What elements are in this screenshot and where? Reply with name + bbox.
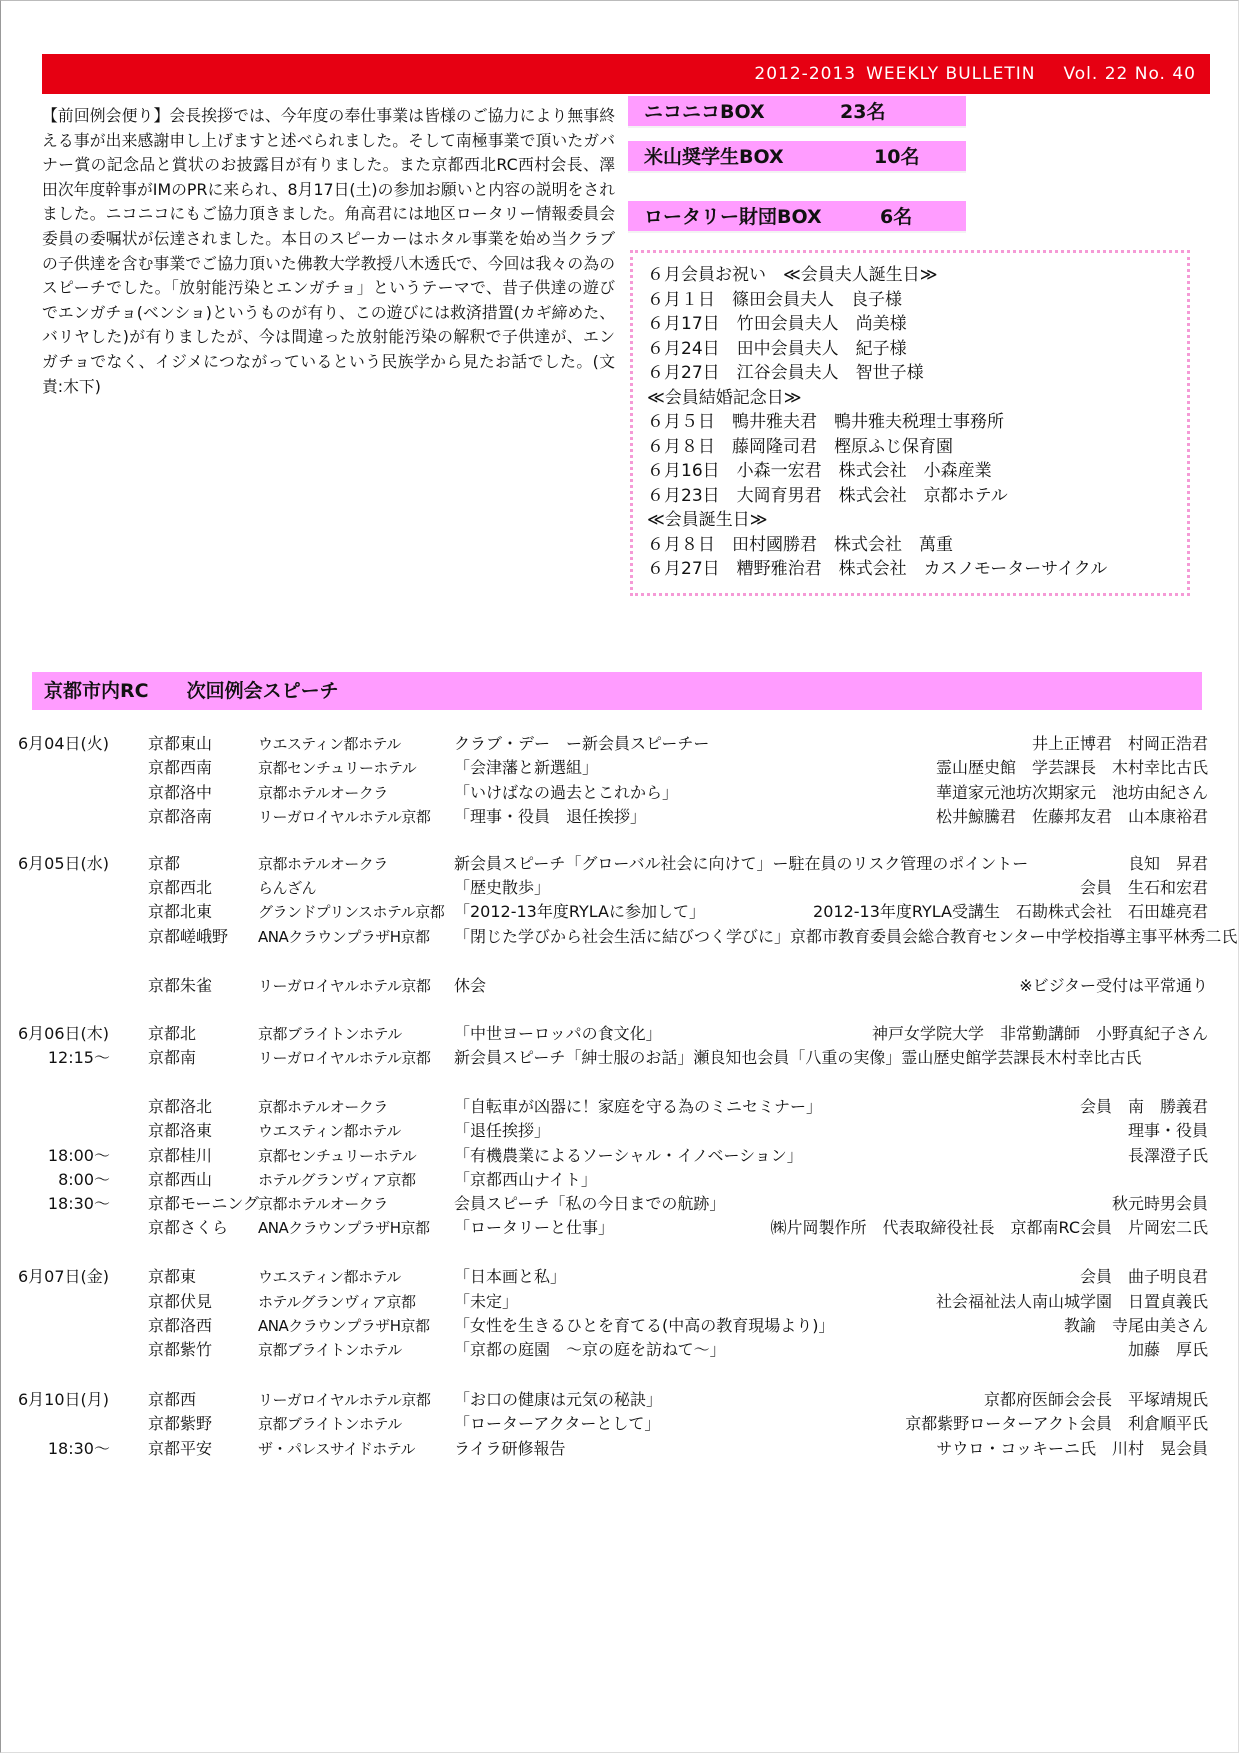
schedule-row xyxy=(0,805,1240,829)
schedule-title: 「中世ヨーロッパの食文化」 xyxy=(454,1024,662,1043)
schedule-title: 新会員スピーチ「紳士服のお話」瀬良知也会員「八重の実像」霊山歴史館学芸課長木村幸比古氏 xyxy=(454,1048,1142,1067)
schedule-venue: 京都ホテルオークラ xyxy=(258,1098,388,1116)
schedule-club: 京都紫野 xyxy=(148,1414,213,1433)
schedule-venue: ANAクラウンプラザH京都 xyxy=(258,1317,430,1335)
schedule-venue: ウエスティン都ホテル xyxy=(258,1122,401,1140)
schedule-speaker: ※ビジター受付は平常通り xyxy=(1019,976,1208,995)
schedule-venue: ANAクラウンプラザH京都 xyxy=(258,1219,430,1237)
schedule-time: 18:30～ xyxy=(47,1194,110,1213)
schedule-venue: 京都センチュリーホテル xyxy=(258,759,417,777)
schedule-venue: ウエスティン都ホテル xyxy=(258,735,401,753)
schedule-speaker: 良知 昇君 xyxy=(1127,854,1208,873)
box-label: 米山奨学生BOX xyxy=(644,146,784,168)
schedule-date: 6月10日(月) xyxy=(18,1390,110,1409)
schedule-speaker: 華道家元池坊次期家元 池坊由紀さん xyxy=(935,783,1208,802)
schedule-club: 京都桂川 xyxy=(148,1146,213,1165)
schedule-row xyxy=(0,1412,1240,1436)
celebration-line: ６月８日 藤岡隆司君 樫原ふじ保育園 xyxy=(647,436,953,457)
schedule-speaker: ㈱片岡製作所 代表取締役社長 京都南RC会員 片岡宏二氏 xyxy=(770,1218,1208,1237)
schedule-club: 京都南 xyxy=(148,1048,197,1067)
schedule-speaker: 会員 南 勝義君 xyxy=(1079,1097,1208,1116)
header-years: 2012-2013 xyxy=(754,64,857,84)
schedule-venue: リーガロイヤルホテル京都 xyxy=(258,1049,431,1067)
schedule-date: 6月05日(水) xyxy=(18,854,110,873)
schedule-speaker: 会員 生石和宏君 xyxy=(1079,878,1208,897)
schedule-speaker: 秋元時男会員 xyxy=(1111,1194,1208,1213)
schedule-venue: 京都ホテルオークラ xyxy=(258,1195,388,1213)
schedule-row xyxy=(0,876,1240,900)
schedule-speaker: 京都府医師会会長 平塚靖規氏 xyxy=(983,1390,1208,1409)
header-bulletin: WEEKLY BULLETIN xyxy=(866,64,1036,84)
schedule-title: 休会 xyxy=(454,976,487,995)
schedule-speaker: 神戸女学院大学 非常勤講師 小野真紀子さん xyxy=(871,1024,1208,1043)
schedule-venue: リーガロイヤルホテル京都 xyxy=(258,808,431,826)
schedule-row xyxy=(0,1338,1240,1362)
schedule-club: 京都洛西 xyxy=(148,1316,213,1335)
schedule-row xyxy=(0,1265,1240,1289)
schedule-club: 京都平安 xyxy=(148,1439,213,1458)
schedule-venue: 京都ブライトンホテル xyxy=(258,1415,402,1433)
schedule-title: 「お口の健康は元気の秘訣」 xyxy=(454,1390,663,1409)
schedule-speaker: 社会福祉法人南山城学園 日置貞義氏 xyxy=(935,1292,1208,1311)
schedule-title: 会員スピーチ「私の今日までの航跡」 xyxy=(454,1194,726,1213)
schedule-club: 京都 xyxy=(148,854,181,873)
schedule-date: 6月04日(火) xyxy=(18,734,110,753)
schedule-row xyxy=(0,1437,1240,1461)
schedule-title: 「京都西山ナイト」 xyxy=(454,1170,597,1189)
schedule-row xyxy=(0,1314,1240,1338)
next-meeting-speech-header: 京都市内RC 次回例会スピーチ xyxy=(32,672,1202,710)
celebration-line: ６月１日 篠田会員夫人 良子様 xyxy=(647,289,902,310)
schedule-club: 京都伏見 xyxy=(148,1292,213,1311)
schedule-title: 「有機農業によるソーシャル・イノベーション」 xyxy=(454,1146,803,1165)
box-label: ロータリー財団BOX xyxy=(644,206,822,228)
schedule-row xyxy=(0,1095,1240,1119)
schedule-speaker: 霊山歴史館 学芸課長 木村幸比古氏 xyxy=(935,758,1208,777)
celebration-line: ６月16日 小森一宏君 株式会社 小森産業 xyxy=(647,461,992,481)
celebration-line: ６月23日 大岡育男君 株式会社 京都ホテル xyxy=(647,485,1008,506)
schedule-club: 京都洛南 xyxy=(148,807,213,826)
schedule-speaker: 井上正博君 村岡正浩君 xyxy=(1031,734,1208,753)
celebration-line: ６月５日 鴨井雅夫君 鴨井雅夫税理士事務所 xyxy=(647,412,1004,432)
schedule-title: 「閉じた学びから社会生活に結びつく学びに」京都市教育委員会総合教育センター中学校指導主事平林秀二氏 xyxy=(454,927,1238,946)
schedule-venue: ウエスティン都ホテル xyxy=(258,1268,401,1286)
schedule-title: 「日本画と私」 xyxy=(454,1267,567,1286)
box-count: 6名 xyxy=(880,206,913,228)
schedule-speaker: サウロ・コッキーニ氏 川村 晃会員 xyxy=(936,1439,1208,1458)
schedule-club: 京都西南 xyxy=(148,758,213,777)
schedule-venue: ホテルグランヴィア京都 xyxy=(258,1293,416,1311)
schedule-club: 京都東 xyxy=(148,1267,197,1286)
schedule-speaker: 長澤澄子氏 xyxy=(1127,1146,1208,1165)
schedule-row xyxy=(0,781,1240,805)
schedule-venue: らんざん xyxy=(258,879,317,897)
schedule-row xyxy=(0,1216,1240,1240)
schedule-club: 京都モーニング xyxy=(148,1194,260,1213)
schedule-row xyxy=(0,732,1240,756)
schedule-row xyxy=(0,900,1240,924)
previous-meeting-report: 【前回例会便り】会長挨拶では、今年度の奉仕事業は皆様のご協力により無事終える事が出来感謝申し上げますと述べられました。そして南極事業で頂いたガバナー賞の記念品と賞状のお披露目が有りました。また京都西北RC西村会長、澤田次年度幹事がIMのPRに来られ、8月17日(土)の参加お願いと内容の説明をされました。ニコニコにもご協力頂きました。角高君には地区ロータリー情報委員会委員の委嘱状が伝達されました。本日のスピーカーはホタル事業を始め当クラブの子供達を含む事業でご協力頂いた佛教大学教授八木透氏で、今回は我々の為のスピーチでした。「放射能汚染とエンガチョ」というテーマで、昔子供達の遊びでエンガチョ(ベンショ)というものが有り、この遊びには救済措置(カギ締めた、バリヤした)が有りましたが、今は間違った放射能汚染の解釈で子供達が、エンガチョでなく、イジメにつながっているという民族学から見たお話でした。(文責:木下) xyxy=(42,106,615,396)
box-count: 10名 xyxy=(874,146,920,168)
schedule-venue: 京都ブライトンホテル xyxy=(258,1025,402,1043)
celebration-line: ６月27日 糟野雅治君 株式会社 カスノモーターサイクル xyxy=(647,559,1108,579)
schedule-venue: ホテルグランヴィア京都 xyxy=(258,1171,416,1189)
schedule-venue: 京都ホテルオークラ xyxy=(258,784,388,802)
schedule-title: 「いけばなの過去とこれから」 xyxy=(454,783,679,802)
celebration-line: ≪会員結婚記念日≫ xyxy=(647,387,802,408)
schedule-club: 京都紫竹 xyxy=(148,1340,213,1359)
celebration-line: ６月27日 江谷会員夫人 智世子様 xyxy=(647,363,924,383)
schedule-time: 12:15～ xyxy=(47,1048,110,1067)
schedule-venue: 京都ブライトンホテル xyxy=(258,1341,402,1359)
schedule-date: 6月07日(金) xyxy=(18,1267,110,1286)
schedule-venue: グランドプリンスホテル京都 xyxy=(258,903,445,921)
schedule-title: 新会員スピーチ「グローバル社会に向けて」ー駐在員のリスク管理のポイントー xyxy=(454,854,1029,873)
schedule-venue: ザ・パレスサイドホテル xyxy=(258,1440,415,1458)
schedule-time: 8:00～ xyxy=(58,1170,110,1189)
schedule-venue: リーガロイヤルホテル京都 xyxy=(258,1391,431,1409)
schedule-title: 「会津藩と新選組」 xyxy=(454,758,599,777)
schedule-club: 京都朱雀 xyxy=(148,976,213,995)
header-volume: Vol. 22 No. 40 xyxy=(1063,64,1196,84)
schedule-time: 18:30～ xyxy=(47,1439,110,1458)
celebration-line: ６月会員お祝い ≪会員夫人誕生日≫ xyxy=(647,265,938,285)
schedule-title: 「京都の庭園 ～京の庭を訪ねて～」 xyxy=(454,1340,726,1359)
schedule-club: 京都西 xyxy=(148,1390,197,1409)
schedule-venue: リーガロイヤルホテル京都 xyxy=(258,977,431,995)
schedule-row xyxy=(0,1192,1240,1216)
box-label: ニコニコBOX xyxy=(644,101,765,123)
schedule-title: 「自転車が凶器に！家庭を守る為のミニセミナー」 xyxy=(454,1097,823,1116)
schedule-speaker: 2012-13年度RYLA受講生 石勘株式会社 石田雄亮君 xyxy=(813,902,1208,921)
schedule-row xyxy=(0,756,1240,780)
schedule-row xyxy=(0,852,1240,876)
schedule-title: 「理事・役員 退任挨拶」 xyxy=(454,807,647,826)
schedule-title: 「2012-13年度RYLAに参加して」 xyxy=(454,902,705,921)
schedule-speaker: 松井鯨騰君 佐藤邦友君 山本康裕君 xyxy=(935,807,1208,826)
celebration-line: ６月８日 田村國勝君 株式会社 萬重 xyxy=(647,534,953,555)
schedule-speaker: 会員 曲子明良君 xyxy=(1079,1267,1208,1286)
schedule-club: 京都洛東 xyxy=(148,1121,213,1140)
schedule-speaker: 教諭 寺尾由美さん xyxy=(1063,1316,1208,1335)
celebration-line: ６月17日 竹田会員夫人 尚美様 xyxy=(647,314,907,334)
schedule-club: 京都洛北 xyxy=(148,1097,213,1116)
schedule-title: 「退任挨拶」 xyxy=(454,1121,551,1140)
schedule-venue: 京都ホテルオークラ xyxy=(258,855,388,873)
schedule-row xyxy=(0,1168,1240,1192)
schedule-row xyxy=(0,925,1240,949)
schedule-club: 京都北 xyxy=(148,1024,197,1043)
schedule-club: 京都北東 xyxy=(148,902,213,921)
schedule-row xyxy=(0,1022,1240,1046)
schedule-date: 6月06日(木) xyxy=(18,1024,110,1043)
celebration-line: ≪会員誕生日≫ xyxy=(647,510,768,530)
schedule-row xyxy=(0,1119,1240,1143)
schedule-title: クラブ・デー ー新会員スピーチー xyxy=(454,734,710,753)
schedule-row xyxy=(0,1290,1240,1314)
schedule-club: 京都洛中 xyxy=(148,783,213,802)
schedule-title: 「未定」 xyxy=(454,1292,519,1311)
schedule-speaker: 加藤 厚氏 xyxy=(1127,1340,1208,1359)
schedule-row xyxy=(0,1388,1240,1412)
schedule-row xyxy=(0,974,1240,998)
schedule-title: 「ローターアクターとして」 xyxy=(454,1414,661,1433)
celebration-line: ６月24日 田中会員夫人 紀子様 xyxy=(647,338,907,359)
schedule-title: 「ロータリーと仕事」 xyxy=(454,1218,615,1237)
schedule-title: 「女性を生きるひとを育てる(中高の教育現場より)」 xyxy=(454,1316,835,1335)
box-count: 23名 xyxy=(840,101,886,123)
schedule-club: 京都さくら xyxy=(148,1218,229,1237)
schedule-speaker: 理事・役員 xyxy=(1127,1121,1208,1140)
schedule-club: 京都西北 xyxy=(148,878,213,897)
schedule-time: 18:00～ xyxy=(47,1146,110,1165)
schedule-speaker: 京都紫野ローターアクト会員 利倉順平氏 xyxy=(905,1414,1208,1433)
schedule-title: 「歴史散歩」 xyxy=(454,878,551,897)
schedule-title: ライラ研修報告 xyxy=(454,1439,566,1458)
schedule-club: 京都東山 xyxy=(148,734,213,753)
schedule-club: 京都嵯峨野 xyxy=(148,927,229,946)
schedule-row xyxy=(0,1144,1240,1168)
schedule-venue: ANAクラウンプラザH京都 xyxy=(258,928,430,946)
schedule-club: 京都西山 xyxy=(148,1170,213,1189)
schedule-row xyxy=(0,1046,1240,1070)
schedule-venue: 京都センチュリーホテル xyxy=(258,1147,417,1165)
